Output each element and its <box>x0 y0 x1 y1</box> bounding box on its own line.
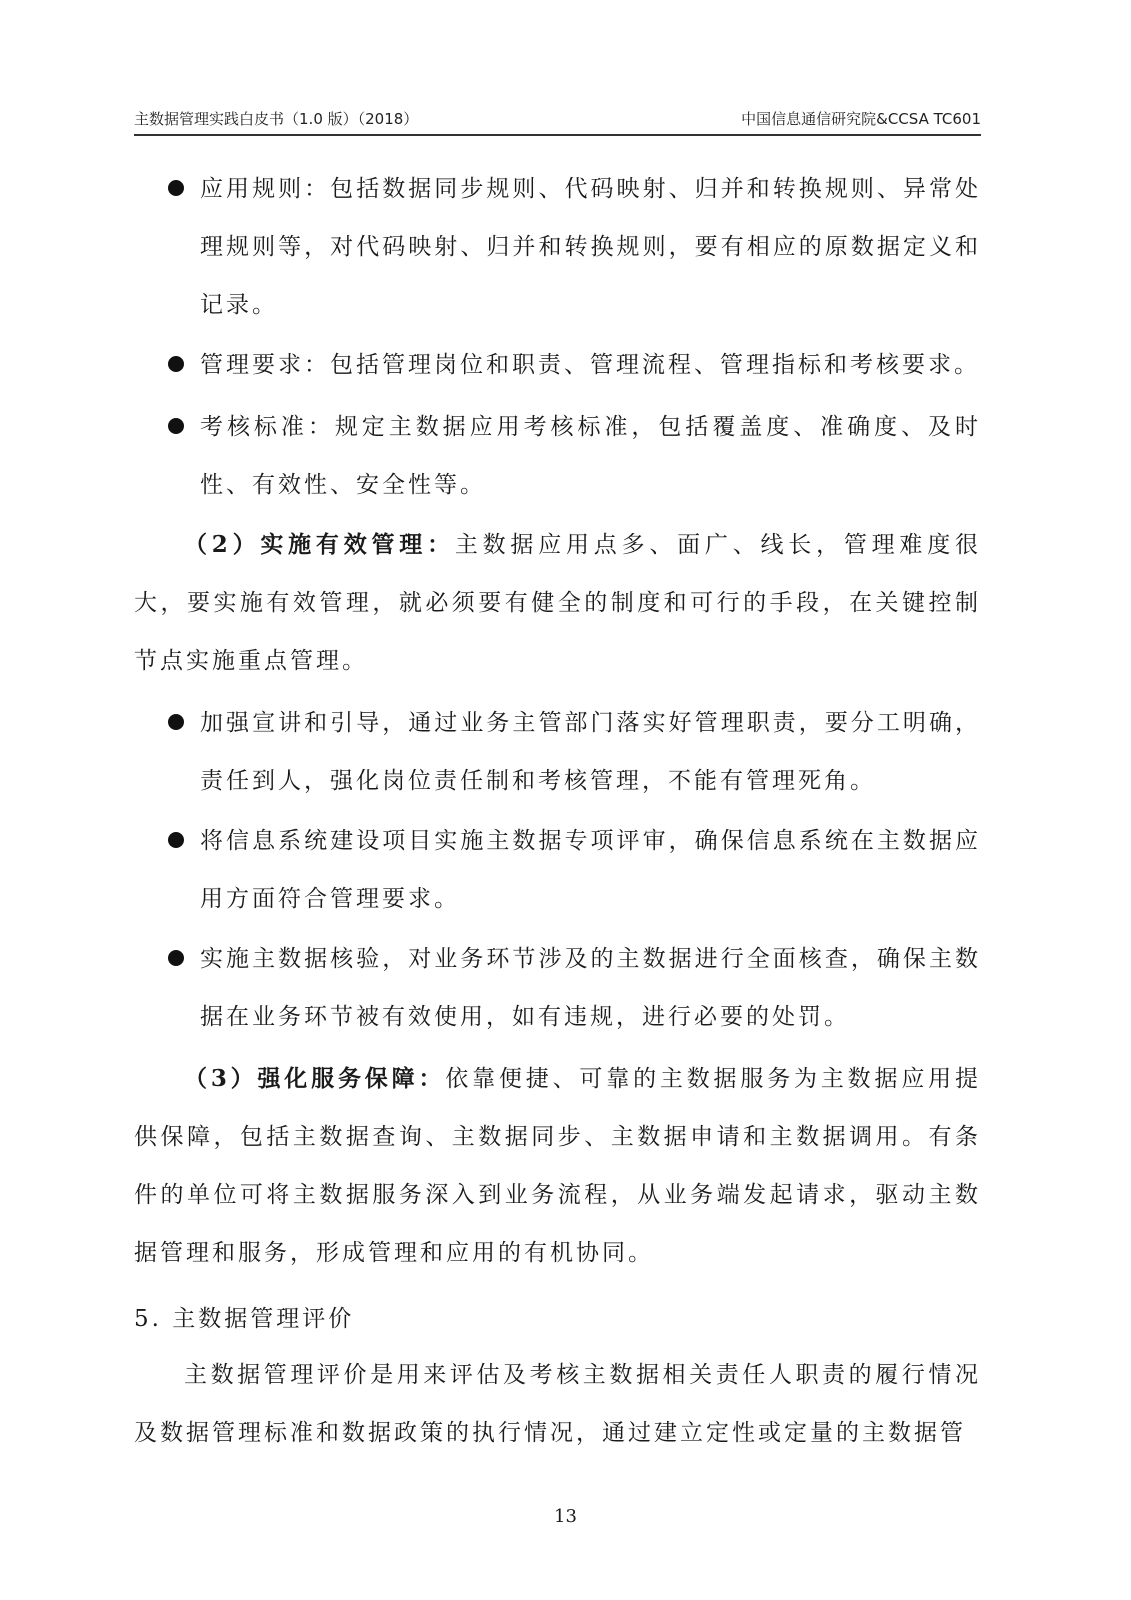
bullet-icon <box>168 714 184 730</box>
list-item <box>168 160 981 334</box>
section-3-body: 依靠便捷、可靠的主数据服务为主数据应用提供保障，包括主数据查询、主数据同步、主数据申请和主数据调用。有条件的单位可将主数据服务深入到业务流程，从业务端发起请求，驱动主数据管理和服务，形成管理和应用的有机协同。 <box>134 1066 981 1266</box>
list-item-text: 将信息系统建设项目实施主数据专项评审，确保信息系统在主数据应用方面符合管理要求。 <box>200 828 981 912</box>
list-item-text: 实施主数据核验，对业务环节涉及的主数据进行全面核查，确保主数据在业务环节被有效使用，如有违规，进行必要的处罚。 <box>200 946 981 1030</box>
section-2-heading: （2）实施有效管理： <box>184 531 455 558</box>
list-item <box>168 336 981 394</box>
bullet-icon <box>168 950 184 966</box>
section-3-heading: （3）强化服务保障： <box>184 1065 446 1092</box>
section-3-paragraph <box>134 1050 981 1282</box>
list-item-text: 应用规则：包括数据同步规则、代码映射、归并和转换规则、异常处理规则等，对代码映射、归并和转换规则，要有相应的原数据定义和记录。 <box>200 176 981 318</box>
list-item <box>168 930 981 1046</box>
header-org: 中国信息通信研究院&CCSA TC601 <box>741 110 981 128</box>
section-2-paragraph <box>134 516 981 690</box>
list-item-text: 管理要求：包括管理岗位和职责、管理流程、管理指标和考核要求。 <box>200 352 980 378</box>
list-item-text: 加强宣讲和引导，通过业务主管部门落实好管理职责，要分工明确，责任到人，强化岗位责任制和考核管理，不能有管理死角。 <box>200 710 981 794</box>
list-item <box>168 398 981 514</box>
bullet-icon <box>168 832 184 848</box>
bullet-icon <box>168 180 184 196</box>
section-5-title: 5. 主数据管理评价 <box>134 1306 355 1332</box>
list-item <box>168 812 981 928</box>
section-5-paragraph: 主数据管理评价是用来评估及考核主数据相关责任人职责的履行情况及数据管理标准和数据政策的执行情况，通过建立定性或定量的主数据管 <box>134 1362 981 1446</box>
page-number: 13 <box>554 1506 577 1527</box>
list-item-text: 考核标准：规定主数据应用考核标准，包括覆盖度、准确度、及时性、有效性、安全性等。 <box>200 414 981 498</box>
header-title: 主数据管理实践白皮书（1.0 版）（2018） <box>134 110 419 128</box>
page-header <box>134 100 981 136</box>
bullet-icon <box>168 418 184 434</box>
section-2-body: 主数据应用点多、面广、线长，管理难度很大，要实施有效管理，就必须要有健全的制度和可行的手段，在关键控制节点实施重点管理。 <box>134 532 981 674</box>
list-item <box>168 694 981 810</box>
bullet-icon <box>168 356 184 372</box>
